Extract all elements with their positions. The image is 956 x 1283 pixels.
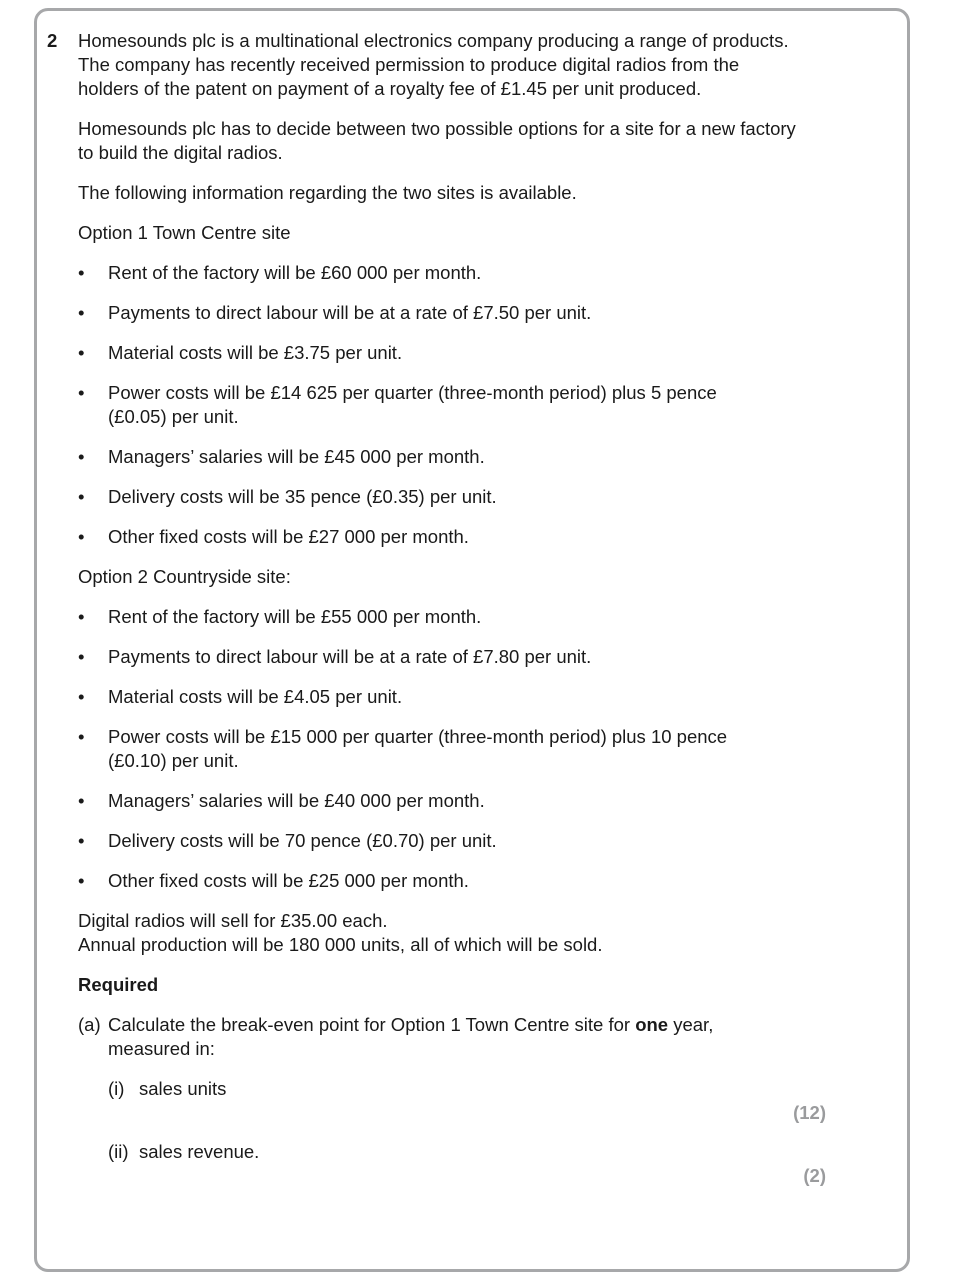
list-item: • Material costs will be £4.05 per unit. bbox=[78, 686, 403, 707]
production-text: Annual production will be 180 000 units, all of which will be sold. bbox=[78, 934, 603, 955]
list-item: • Delivery costs will be 70 pence (£0.70) per unit. bbox=[78, 830, 497, 851]
list-item: • Other fixed costs will be £27 000 per month. bbox=[78, 526, 469, 547]
selling-price-text: Digital radios will sell for £35.00 each. bbox=[78, 910, 388, 931]
question-content bbox=[47, 29, 826, 1186]
part-a-text-end: year, measured in: bbox=[108, 1014, 714, 1059]
list-item: • Material costs will be £3.75 per unit. bbox=[78, 342, 403, 363]
bullet-text: Rent of the factory will be £55 000 per month. bbox=[108, 606, 482, 627]
list-item: • Power costs will be £14 625 per quarter (three-month period) plus 5 pence (£0.05) per unit. bbox=[78, 382, 717, 427]
bullet-text: Other fixed costs will be £27 000 per month. bbox=[108, 526, 469, 547]
part-a-i bbox=[108, 1077, 826, 1123]
list-item: • Rent of the factory will be £60 000 per month. bbox=[78, 262, 482, 283]
list-item: • Power costs will be £15 000 per quarter (three-month period) plus 10 pence (£0.10) per unit. bbox=[78, 726, 728, 771]
option2-list bbox=[78, 605, 798, 893]
required-heading: Required bbox=[78, 974, 159, 995]
list-item: • Delivery costs will be 35 pence (£0.35) per unit. bbox=[78, 486, 497, 507]
intro-paragraph: The following information regarding the two sites is available. bbox=[78, 182, 577, 203]
bullet-text: Rent of the factory will be £60 000 per month. bbox=[108, 262, 482, 283]
marks-label: (2) bbox=[803, 1165, 826, 1186]
option1-list bbox=[78, 261, 798, 549]
part-a-emphasis: one bbox=[635, 1014, 669, 1035]
bullet-text: Payments to direct labour will be at a rate of £7.50 per unit. bbox=[108, 302, 592, 323]
list-item: • Managers’ salaries will be £40 000 per month. bbox=[78, 790, 485, 811]
bullet-text: Delivery costs will be 70 pence (£0.70) per unit. bbox=[108, 830, 497, 851]
list-item: • Rent of the factory will be £55 000 per month. bbox=[78, 606, 482, 627]
intro-paragraph: Homesounds plc has to decide between two possible options for a site for a new factory to build the digital radios. bbox=[78, 118, 796, 163]
option1-heading: Option 1 Town Centre site bbox=[78, 222, 291, 243]
intro-paragraph: Homesounds plc is a multinational electronics company producing a range of products. The company has recently received permission to produce digital radios from the holders of the patent on payment of a royalty fee of £1.45 per unit produced. bbox=[78, 30, 789, 99]
part-a-text: Calculate the break-even point for Option 1 Town Centre site for bbox=[108, 1014, 636, 1035]
part-a bbox=[78, 1013, 798, 1061]
bullet-text: Other fixed costs will be £25 000 per month. bbox=[108, 870, 469, 891]
list-item: • Payments to direct labour will be at a rate of £7.80 per unit. bbox=[78, 646, 592, 667]
bullet-text: Material costs will be £3.75 per unit. bbox=[108, 342, 403, 363]
part-text: sales units bbox=[139, 1078, 227, 1099]
part-label: (i) bbox=[108, 1078, 125, 1099]
part-label: (ii) bbox=[108, 1141, 129, 1162]
bullet-text: Managers’ salaries will be £40 000 per month. bbox=[108, 790, 485, 811]
bullet-text: Managers’ salaries will be £45 000 per month. bbox=[108, 446, 485, 467]
sales-info bbox=[78, 909, 798, 957]
bullet-text: Delivery costs will be 35 pence (£0.35) per unit. bbox=[108, 486, 497, 507]
list-item: • Other fixed costs will be £25 000 per month. bbox=[78, 870, 469, 891]
question-number: 2 bbox=[47, 30, 58, 51]
bullet-text: Power costs will be £15 000 per quarter (three-month period) plus 10 pence (£0.10) per unit. bbox=[108, 726, 728, 771]
list-item: • Managers’ salaries will be £45 000 per month. bbox=[78, 446, 485, 467]
list-item: • Payments to direct labour will be at a rate of £7.50 per unit. bbox=[78, 302, 592, 323]
part-text: sales revenue. bbox=[139, 1141, 260, 1162]
marks-label: (12) bbox=[793, 1102, 826, 1123]
option2-heading: Option 2 Countryside site: bbox=[78, 566, 291, 587]
bullet-text: Power costs will be £14 625 per quarter (three-month period) plus 5 pence (£0.05) per unit. bbox=[108, 382, 717, 427]
part-a-label: (a) bbox=[78, 1014, 101, 1035]
bullet-text: Payments to direct labour will be at a rate of £7.80 per unit. bbox=[108, 646, 592, 667]
bullet-text: Material costs will be £4.05 per unit. bbox=[108, 686, 403, 707]
part-a-ii bbox=[108, 1140, 826, 1186]
